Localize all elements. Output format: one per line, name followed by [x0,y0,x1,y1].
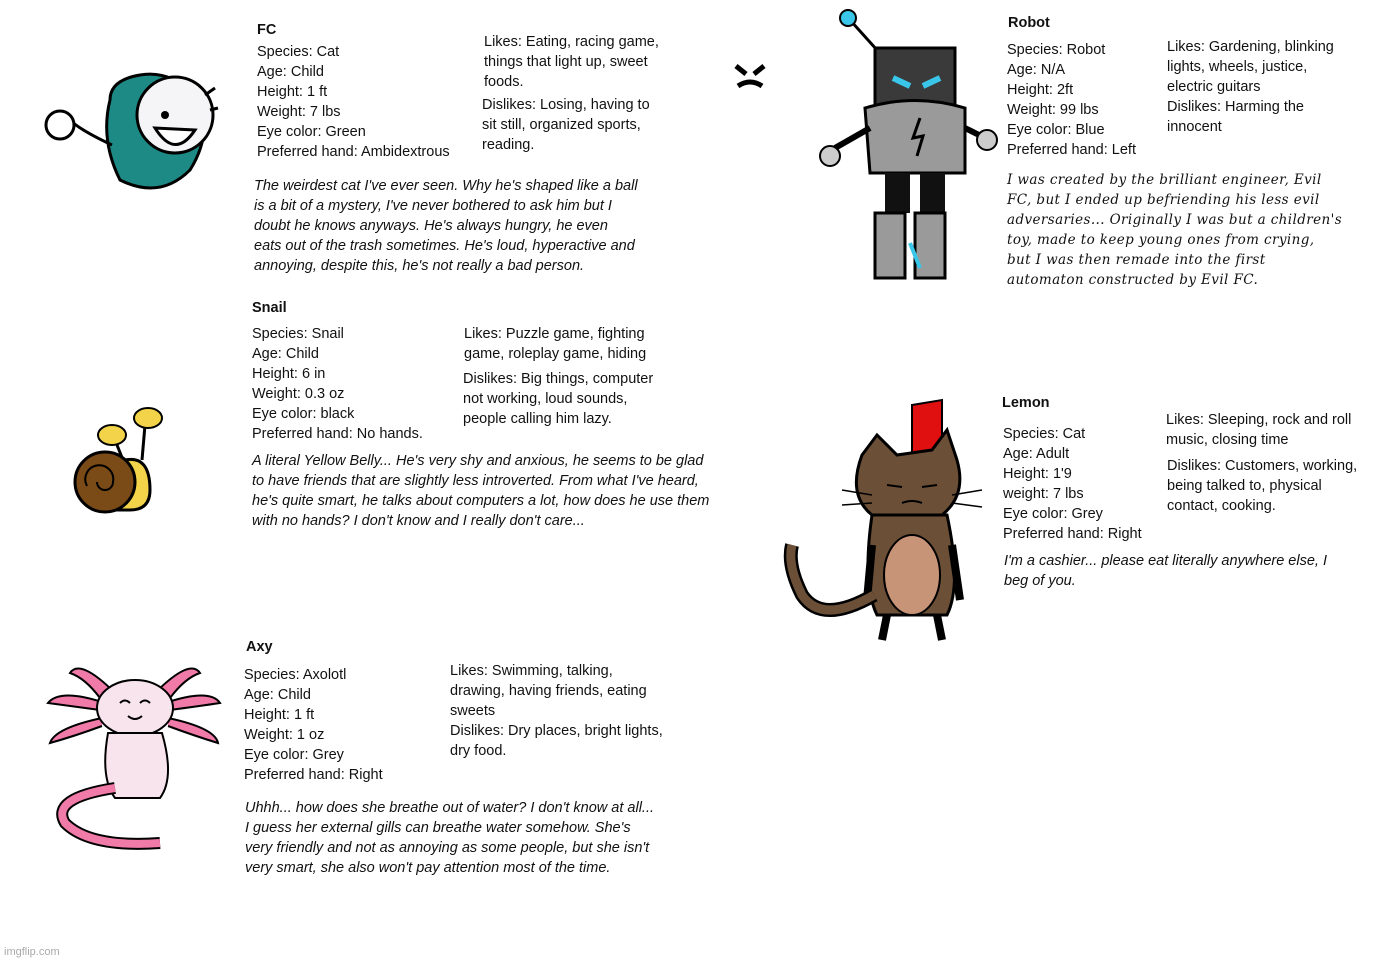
fc-likes-line: Likes: Eating, racing game, [484,34,659,50]
lemon-stat-hand: Preferred hand: Right [1003,526,1142,542]
robot-stat-weight: Weight: 99 lbs [1007,102,1099,118]
axy-stat-height: Height: 1 ft [244,707,315,723]
snail-stat-eye: Eye color: black [252,406,355,422]
fc-likes [484,32,659,92]
lemon-description [1004,551,1327,591]
snail-dislikes-line: Dislikes: Big things, computer [463,371,654,387]
robot-name: Robot [1008,15,1050,31]
lemon-likes [1166,410,1351,450]
axy-name: Axy [246,639,273,655]
robot-dislikes-line: Dislikes: Harming the [1167,99,1304,115]
robot-likes-line: lights, wheels, justice, [1167,59,1308,75]
fc-stat-hand: Preferred hand: Ambidextrous [257,144,450,160]
fc-likes-line: foods. [484,74,524,90]
axy-stat-hand: Preferred hand: Right [244,767,383,783]
axy-stat-weight: Weight: 1 oz [244,727,325,743]
robot-stats [1007,40,1136,160]
snail-name: Snail [252,300,287,316]
lemon-dislikes [1167,456,1357,516]
lemon-stats [1003,424,1142,544]
axy-desc-line: I guess her external gills can breathe water somehow. She's [245,820,631,836]
fc-stats [257,42,450,162]
snail-dislikes [463,369,653,429]
snail-description [252,451,709,531]
robot-desc-line: adversaries... Originally I was but a children's [1007,212,1343,228]
snail-desc-line: to have friends that are slightly less introverted. From what I've heard, [252,473,699,489]
snail-stat-species: Species: Snail [252,326,344,342]
snail-desc-line: he's quite smart, he talks about computers a lot, how does he use them [252,493,710,509]
axy-desc-line: Uhhh... how does she breathe out of water? I don't know at all... [245,800,655,816]
axy-stat-species: Species: Axolotl [244,667,347,683]
robot-stat-species: Species: Robot [1007,42,1106,58]
axy-likes-dislikes [450,661,663,761]
fc-stat-weight: Weight: 7 lbs [257,104,341,120]
lemon-likes-line: Likes: Sleeping, rock and roll [1166,412,1352,428]
lemon-dislikes-line: being talked to, physical [1167,478,1322,494]
fc-stat-height: Height: 1 ft [257,84,328,100]
snail-stat-weight: Weight: 0.3 oz [252,386,345,402]
axy-likes-line: Likes: Swimming, talking, [450,663,613,679]
imgflip-watermark: imgflip.com [4,946,60,958]
axy-desc-line: very smart, she also won't pay attention most of the time. [245,860,611,876]
snail-dislikes-line: not working, loud sounds, [463,391,628,407]
lemon-dislikes-line: Dislikes: Customers, working, [1167,458,1358,474]
fc-dislikes-line: Dislikes: Losing, having to [482,97,650,113]
fc-desc-line: is a bit of a mystery, I've never bothered to ask him but I [254,198,612,214]
axy-dislikes-line: dry food. [450,743,507,759]
fc-stat-age: Age: Child [257,64,324,80]
snail-stat-hand: Preferred hand: No hands. [252,426,423,442]
fc-dislikes [482,95,650,155]
axy-drawing [40,648,225,853]
lemon-name: Lemon [1002,395,1050,411]
lemon-stat-weight: weight: 7 lbs [1003,486,1084,502]
robot-desc-line: automaton constructed by Evil FC. [1007,272,1259,288]
snail-likes-line: Likes: Puzzle game, fighting [464,326,645,342]
snail-desc-line: with no hands? I don't know and I really don't care... [252,513,585,529]
lemon-dislikes-line: contact, cooking. [1167,498,1276,514]
snail-likes [464,324,646,364]
robot-mask-doodle [728,58,772,98]
robot-desc-line: toy, made to keep young ones from crying, [1007,232,1315,248]
robot-likes-line: Likes: Gardening, blinking [1167,39,1334,55]
robot-stat-age: Age: N/A [1007,62,1066,78]
robot-drawing [815,8,1000,283]
fc-dislikes-line: sit still, organized sports, [482,117,641,133]
axy-stat-age: Age: Child [244,687,311,703]
snail-drawing [70,400,170,515]
snail-likes-line: game, roleplay game, hiding [464,346,647,362]
lemon-desc-line: beg of you. [1004,573,1076,589]
axy-stat-eye: Eye color: Grey [244,747,344,763]
fc-drawing [40,60,220,200]
robot-stat-hand: Preferred hand: Left [1007,142,1136,158]
fc-desc-line: eats out of the trash sometimes. He's loud, hyperactive and [254,238,635,254]
fc-desc-line: The weirdest cat I've ever seen. Why he's shaped like a ball [254,178,638,194]
lemon-stat-species: Species: Cat [1003,426,1086,442]
axy-desc-line: very friendly and not as annoying as some people, but she isn't [245,840,650,856]
fc-likes-line: things that light up, sweet [484,54,648,70]
fc-desc-line: annoying, despite this, he's not really a bad person. [254,258,585,274]
fc-stat-species: Species: Cat [257,44,340,60]
robot-stat-height: Height: 2ft [1007,82,1074,98]
axy-description [245,798,654,878]
axy-likes-line: sweets [450,703,496,719]
axy-stats [244,665,383,785]
lemon-stat-age: Age: Adult [1003,446,1070,462]
lemon-stat-eye: Eye color: Grey [1003,506,1103,522]
lemon-desc-line: I'm a cashier... please eat literally anywhere else, I [1004,553,1327,569]
fc-dislikes-line: reading. [482,137,535,153]
fc-stat-eye: Eye color: Green [257,124,366,140]
robot-description [1007,170,1342,290]
robot-likes-dislikes [1167,37,1334,137]
robot-desc-line: but I was then remade into the first [1007,252,1266,268]
robot-likes-line: electric guitars [1167,79,1261,95]
snail-stat-age: Age: Child [252,346,319,362]
fc-description [254,176,638,276]
snail-dislikes-line: people calling him lazy. [463,411,612,427]
lemon-likes-line: music, closing time [1166,432,1289,448]
axy-dislikes-line: Dislikes: Dry places, bright lights, [450,723,663,739]
snail-desc-line: A literal Yellow Belly... He's very shy and anxious, he seems to be glad [252,453,704,469]
snail-stats [252,324,423,444]
lemon-drawing [782,395,992,653]
robot-stat-eye: Eye color: Blue [1007,122,1105,138]
fc-name: FC [257,22,277,38]
fc-desc-line: doubt he knows anyways. He's always hungry, he even [254,218,608,234]
axy-likes-line: drawing, having friends, eating [450,683,647,699]
robot-desc-line: FC, but I ended up befriending his less evil [1007,192,1320,208]
robot-dislikes-line: innocent [1167,119,1222,135]
snail-stat-height: Height: 6 in [252,366,326,382]
robot-desc-line: I was created by the brilliant engineer, Evil [1007,172,1322,188]
lemon-stat-height: Height: 1'9 [1003,466,1072,482]
